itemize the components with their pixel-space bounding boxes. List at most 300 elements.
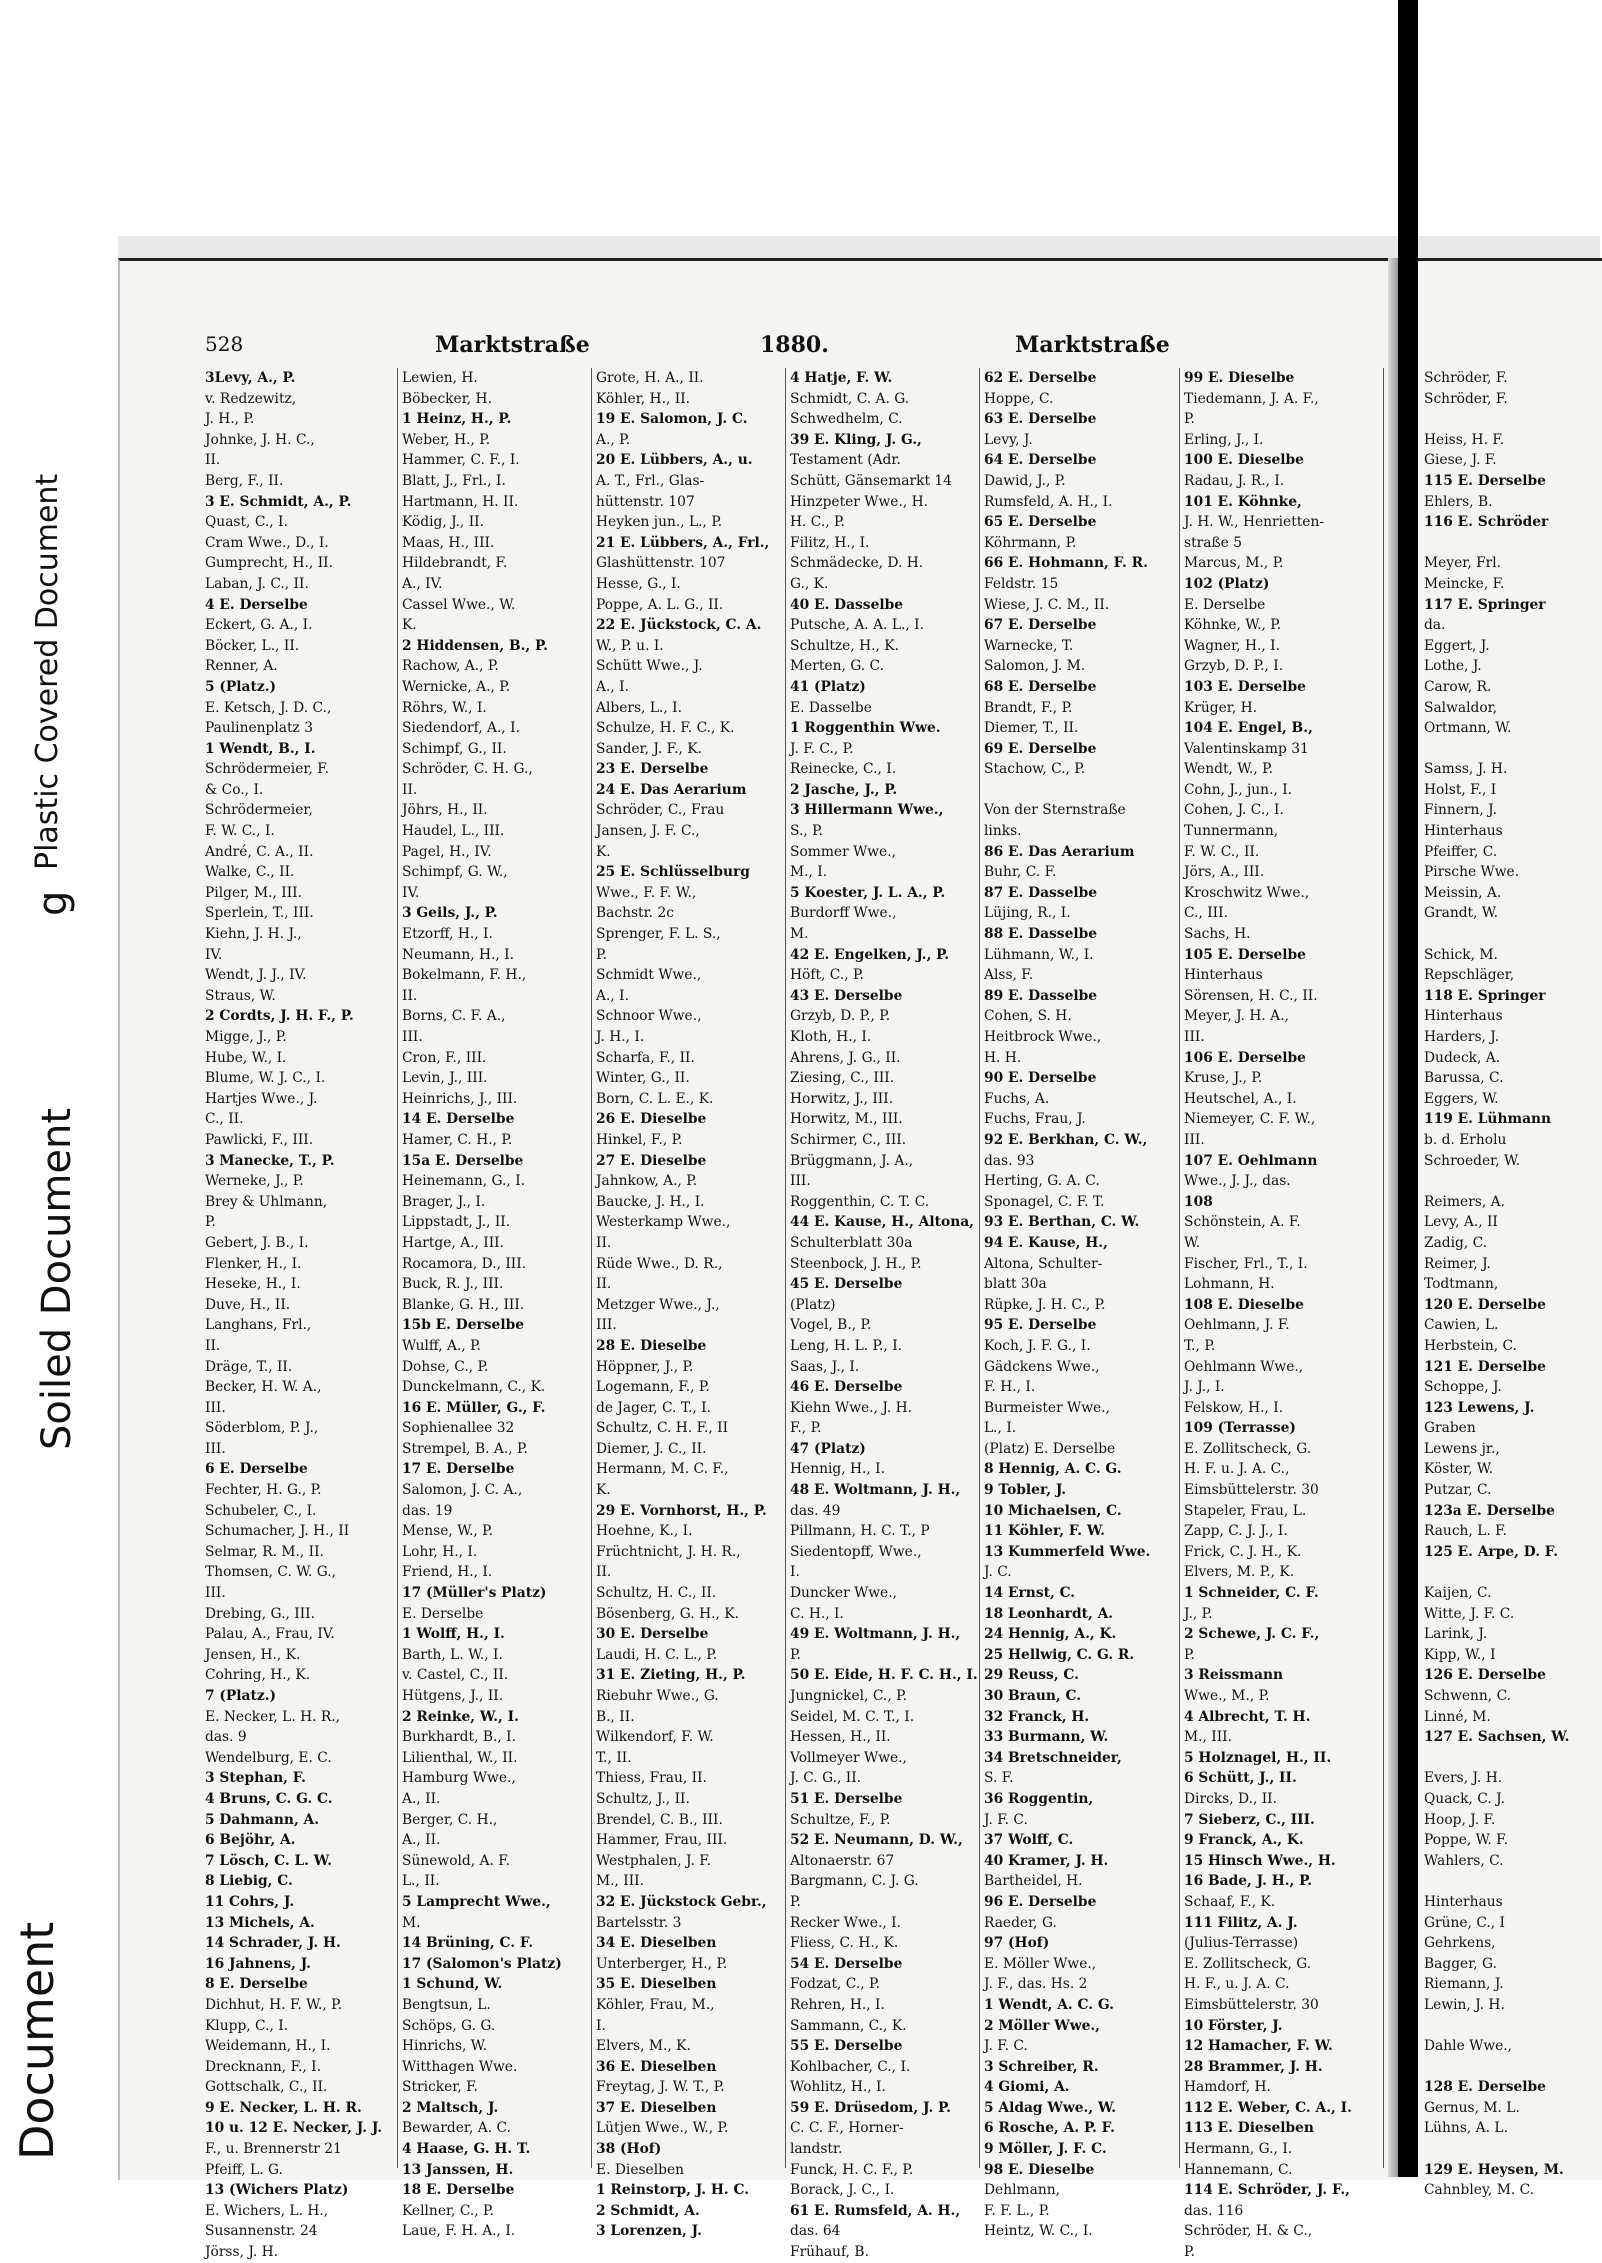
directory-entry: Mense, W., P. — [402, 1523, 493, 1540]
directory-entry: Bartelsstr. 3 — [596, 1914, 682, 1931]
directory-entry: Ziesing, C., III. — [790, 1070, 895, 1087]
directory-entry: Hammer, C. F., I. — [402, 452, 520, 469]
directory-entry: Kroschwitz Wwe., — [1184, 884, 1310, 901]
directory-entry: L., II. — [402, 1873, 440, 1890]
directory-entry: Roggenthin, C. T. C. — [790, 1193, 930, 1210]
directory-entry: Brey & Uhlmann, — [205, 1193, 328, 1210]
directory-entry: das. 49 — [790, 1502, 841, 1519]
directory-entry: 88 E. Dasselbe — [984, 926, 1098, 943]
directory-entry: Siedendorf, A., I. — [402, 720, 520, 737]
directory-entry: Cohen, S. H. — [984, 1008, 1072, 1025]
directory-entry: Schröder, F. — [1424, 390, 1508, 407]
directory-entry: 37 Wolff, C. — [984, 1832, 1074, 1849]
directory-entry: Grote, H. A., II. — [596, 370, 704, 386]
directory-entry: Grzyb, D. P., I. — [1184, 658, 1284, 675]
directory-entry: H. F. u. J. A. C., — [1184, 1461, 1290, 1478]
directory-entry: IV. — [402, 884, 420, 901]
directory-entry: E. Zollitscheck, G. — [1184, 1440, 1312, 1457]
directory-entry: Laban, J. C., II. — [205, 575, 309, 592]
directory-entry: 6 Bejöhr, A. — [205, 1832, 296, 1849]
directory-entry: III. — [205, 1399, 226, 1416]
directory-entry: Jahnkow, A., P. — [596, 1173, 698, 1190]
directory-entry: E. Ketsch, J. D. C., — [205, 699, 332, 716]
directory-entry: Oehlmann, J. F. — [1184, 1317, 1290, 1334]
directory-entry: 11 Cohrs, J. — [205, 1893, 295, 1910]
directory-entry: 114 E. Schröder, J. F., — [1184, 2182, 1350, 2199]
directory-entry: Kohlbacher, C., I. — [790, 2058, 911, 2075]
directory-entry: 32 Franck, H. — [984, 1708, 1090, 1725]
directory-entry: B., II. — [596, 1708, 635, 1725]
directory-entry: André, C. A., II. — [205, 843, 314, 860]
directory-entry: Zadig, C. — [1424, 1234, 1488, 1251]
directory-entry: 23 E. Derselbe — [596, 761, 709, 778]
directory-entry: Jörs, A., III. — [1184, 864, 1265, 881]
directory-entry: II. — [402, 987, 418, 1004]
directory-entry — [1424, 2016, 1600, 2037]
directory-entry: Samss, J. H. — [1424, 761, 1508, 778]
directory-entry — [1424, 1748, 1600, 1769]
directory-entry: Rauch, L. F. — [1424, 1523, 1507, 1540]
directory-entry: II. — [402, 781, 418, 798]
directory-entry: Warnecke, T. — [984, 637, 1074, 654]
directory-entry: 104 E. Engel, B., — [1184, 720, 1313, 737]
directory-entry: Straus, W. — [205, 987, 276, 1004]
directory-entry: Levy, J. — [984, 431, 1033, 448]
directory-entry: Hessen, H., II. — [790, 1729, 891, 1746]
directory-entry: Bewarder, A. C. — [402, 2120, 511, 2137]
directory-entry: Fechter, H. G., P. — [205, 1482, 322, 1499]
directory-entry: 105 E. Derselbe — [1184, 946, 1306, 963]
directory-entry: Schwedhelm, C. — [790, 411, 903, 428]
directory-entry: Pfeiffer, C. — [1424, 843, 1498, 860]
directory-entry: Larink, J. — [1424, 1626, 1488, 1643]
directory-entry: 14 E. Derselbe — [402, 1111, 515, 1128]
directory-entry: 102 (Platz) — [1184, 575, 1270, 592]
directory-entry: Levin, J., III. — [402, 1070, 488, 1087]
directory-entry: Elvers, M. P., K. — [1184, 1564, 1295, 1581]
directory-entry: 50 E. Eide, H. F. C. H., I. — [790, 1667, 978, 1684]
directory-entry: Bachstr. 2c — [596, 905, 674, 922]
directory-entry: 22 E. Jückstock, C. A. — [596, 617, 762, 634]
directory-entry: 47 (Platz) — [790, 1440, 866, 1457]
directory-entry: 45 E. Derselbe — [790, 1276, 903, 1293]
directory-entry: 113 E. Dieselben — [1184, 2120, 1314, 2137]
directory-entry: 61 E. Rumsfeld, A. H., — [790, 2202, 961, 2219]
directory-entry: Steenbock, J. H., P. — [790, 1255, 922, 1272]
directory-entry: Wagner, H., I. — [1184, 637, 1280, 654]
directory-entry: 5 (Platz.) — [205, 678, 277, 695]
directory-entry: Witte, J. F. C. — [1424, 1605, 1515, 1622]
directory-entry: Felskow, H., I. — [1184, 1399, 1284, 1416]
directory-entry: Altona, Schulter- — [984, 1255, 1103, 1272]
directory-entry: Blatt, J., Frl., I. — [402, 472, 506, 489]
directory-entry: Wwe., F. F. W., — [596, 884, 697, 901]
directory-entry: Wilkendorf, F. W. — [596, 1729, 714, 1746]
directory-entry: Merten, G. C. — [790, 658, 885, 675]
side-label-soiled — [0, 940, 100, 1460]
directory-entry: 5 Dahmann, A. — [205, 1811, 320, 1828]
directory-entry: Linné, M. — [1424, 1708, 1491, 1725]
directory-entry: 34 E. Dieselben — [596, 1935, 717, 1952]
directory-entry: J. C. G., II. — [790, 1770, 862, 1787]
directory-entry: Reinecke, C., I. — [790, 761, 897, 778]
directory-entry — [984, 780, 1180, 801]
directory-entry: Lewin, J. H. — [1424, 1996, 1505, 2013]
directory-entry: Putsche, A. A. L., I. — [790, 617, 924, 634]
directory-entry: W., P. u. I. — [596, 637, 664, 654]
running-title-left: Marktstraße — [435, 332, 590, 358]
directory-entry: Grüne, C., I — [1424, 1914, 1505, 1931]
directory-entry: Erling, J., I. — [1184, 431, 1264, 448]
directory-entry: Gumprecht, H., II. — [205, 555, 333, 572]
directory-entry: Hildebrandt, F. — [402, 555, 508, 572]
directory-entry: 2 Schewe, J. C. F., — [1184, 1626, 1320, 1643]
directory-entry: das. 116 — [1184, 2202, 1244, 2219]
directory-entry: IV. — [205, 946, 223, 963]
directory-entry: 66 E. Hohmann, F. R. — [984, 555, 1148, 572]
directory-entry: 6 Schütt, J., II. — [1184, 1770, 1297, 1787]
directory-entry: Pagel, H., IV. — [402, 843, 492, 860]
directory-entry: 11 Köhler, F. W. — [984, 1523, 1105, 1540]
directory-entry: 30 E. Derselbe — [596, 1626, 709, 1643]
directory-entry: Jungnickel, C., P. — [790, 1688, 907, 1704]
directory-entry: S., P. — [790, 823, 823, 840]
directory-entry: 2 Jasche, J., P. — [790, 781, 898, 798]
directory-entry: III. — [596, 1317, 617, 1334]
directory-entry: 8 E. Derselbe — [205, 1976, 308, 1993]
directory-entry: Barussa, C. — [1424, 1070, 1504, 1087]
directory-entry: 3 E. Schmidt, A., P. — [205, 493, 352, 510]
directory-entry: 13 Janssen, H. — [402, 2161, 514, 2178]
directory-entry: & Co., I. — [205, 781, 264, 798]
directory-entry: Schultz, H. C., II. — [596, 1585, 717, 1602]
directory-entry: Maas, H., III. — [402, 534, 495, 551]
directory-entry: das. 93 — [984, 1152, 1035, 1169]
directory-entry — [1424, 533, 1600, 554]
directory-entry: Wendelburg, E. C. — [205, 1749, 332, 1766]
directory-entry: Reimers, A. — [1424, 1193, 1506, 1210]
directory-entry — [1424, 1871, 1600, 1892]
directory-entry: Schultz, J., II. — [596, 1790, 690, 1807]
directory-entry: P. — [1184, 1646, 1195, 1663]
directory-entry: Schimpf, G. W., — [402, 864, 508, 881]
side-label-cut — [0, 890, 100, 936]
directory-entry: 1 Wendt, B., I. — [205, 740, 316, 757]
directory-entry: Meissin, A. — [1424, 884, 1502, 901]
directory-entry: Heutschel, A., I. — [1184, 1090, 1297, 1107]
directory-entry: Köhler, Frau, M., — [596, 1996, 715, 2013]
directory-entry: Giese, J. F. — [1424, 452, 1497, 469]
directory-entry: Böcker, L., II. — [205, 637, 300, 654]
directory-entry: Heseke, H., I. — [205, 1276, 301, 1293]
directory-entry: E. Zollitscheck, G. — [1184, 1955, 1312, 1972]
directory-entry: C. C. F., Horner- — [790, 2120, 904, 2137]
directory-entry: 116 E. Schröder — [1424, 514, 1549, 531]
directory-entry: Schmädecke, D. H. — [790, 555, 924, 572]
directory-entry: 37 E. Dieselben — [596, 2099, 717, 2116]
directory-entry: 99 E. Dieselbe — [1184, 370, 1295, 386]
directory-entry: E. Derselbe — [402, 1605, 484, 1622]
directory-entry: Schnoor Wwe., — [596, 1008, 702, 1025]
directory-column-1 — [205, 368, 398, 2261]
directory-entry: Hinterhaus — [1424, 1008, 1503, 1025]
directory-entry: 120 E. Derselbe — [1424, 1296, 1546, 1313]
directory-entry: Von der Sternstraße — [984, 802, 1126, 819]
directory-entry: 3 Reissmann — [1184, 1667, 1284, 1684]
directory-entry: 10 Michaelsen, C. — [984, 1502, 1122, 1519]
directory-entry: 2 Maltsch, J. — [402, 2099, 499, 2116]
directory-entry: Dunckelmann, C., K. — [402, 1379, 546, 1396]
directory-entry: Pirsche Wwe. — [1424, 864, 1520, 881]
directory-entry: 118 E. Springer — [1424, 987, 1546, 1004]
directory-entry: Strempel, B. A., P. — [402, 1440, 528, 1457]
directory-entry: 21 E. Lübbers, A., Frl., — [596, 534, 770, 551]
directory-entry: Meyer, Frl. — [1424, 555, 1502, 572]
directory-entry: Wohlitz, H., I. — [790, 2079, 886, 2096]
directory-entry: Cron, F., III. — [402, 1049, 487, 1066]
directory-entry: Borns, C. F. A., — [402, 1008, 506, 1025]
directory-entry: Duve, H., II. — [205, 1296, 291, 1313]
directory-entry: Rüpke, J. H. C., P. — [984, 1296, 1106, 1313]
directory-entry: Kloth, H., I. — [790, 1029, 872, 1045]
directory-entry: Todtmann, — [1424, 1276, 1499, 1293]
directory-entry: Lippstadt, J., II. — [402, 1214, 511, 1231]
directory-entry: 103 E. Derselbe — [1184, 678, 1306, 695]
directory-entry: 8 Hennig, A. C. G. — [984, 1461, 1122, 1478]
directory-entry: Burdorff Wwe., — [790, 905, 897, 922]
directory-entry: Witthagen Wwe. — [402, 2058, 518, 2075]
directory-entry: Stapeler, Frau, L. — [1184, 1502, 1307, 1519]
directory-entry: 69 E. Derselbe — [984, 740, 1097, 757]
directory-entry: Pfeiff, L. G. — [205, 2161, 283, 2178]
directory-entry: 64 E. Derselbe — [984, 452, 1097, 469]
directory-entry: Wiese, J. C. M., II. — [984, 596, 1110, 613]
directory-entry: Meyer, J. H. A., — [1184, 1008, 1289, 1025]
running-title-right: Marktstraße — [1015, 332, 1170, 358]
directory-entry: Wulff, A., P. — [402, 1337, 481, 1354]
directory-entry: 6 E. Derselbe — [205, 1461, 308, 1478]
directory-entry: 43 E. Derselbe — [790, 987, 903, 1004]
directory-entry: Böbecker, H. — [402, 390, 492, 407]
directory-entry: 95 E. Derselbe — [984, 1317, 1097, 1334]
directory-entry: Reimer, J. — [1424, 1255, 1491, 1272]
directory-entry — [1424, 739, 1600, 760]
directory-entry: Blanke, G. H., III. — [402, 1296, 525, 1313]
directory-entry: 16 E. Müller, G., F. — [402, 1399, 546, 1416]
directory-entry: Köster, W. — [1424, 1461, 1494, 1478]
directory-entry: Hartjes Wwe., J. — [205, 1090, 318, 1107]
directory-entry: J., P. — [1184, 1605, 1213, 1622]
directory-entry: 2 Cordts, J. H. F., P. — [205, 1008, 354, 1025]
directory-entry: Lewens jr., — [1424, 1440, 1500, 1457]
directory-entry: 119 E. Lühmann — [1424, 1111, 1552, 1128]
directory-entry: Stachow, C., P. — [984, 761, 1086, 778]
directory-entry: Cahnbley, M. C. — [1424, 2182, 1535, 2199]
directory-entry: 20 E. Lübbers, A., u. — [596, 452, 753, 469]
directory-entry: Cawien, L. — [1424, 1317, 1499, 1334]
page-header — [205, 332, 1385, 372]
directory-entry: Feldstr. 15 — [984, 575, 1059, 592]
directory-entry: Schröder, F. — [1424, 370, 1508, 386]
directory-entry: Ortmann, W. — [1424, 720, 1512, 737]
directory-entry: 40 Kramer, J. H. — [984, 1852, 1109, 1869]
directory-entry: Heintz, W. C., I. — [984, 2223, 1093, 2240]
directory-entry: straße 5 — [1184, 534, 1242, 551]
directory-entry: 17 (Müller's Platz) — [402, 1585, 547, 1602]
directory-entry: S. F. — [984, 1770, 1014, 1787]
directory-entry: Rehren, H., I. — [790, 1996, 885, 2013]
directory-entry: Dircks, D., II. — [1184, 1790, 1278, 1807]
directory-entry: Quack, C. J. — [1424, 1790, 1505, 1807]
directory-entry: Blume, W. J. C., I. — [205, 1070, 326, 1087]
directory-entry: Gottschalk, C., II. — [205, 2079, 328, 2096]
directory-entry: H. F., u. J. A. C. — [1184, 1976, 1290, 1993]
directory-entry: Diemer, J. C., II. — [596, 1440, 707, 1457]
directory-entry: M., I. — [790, 864, 828, 881]
directory-entry: Heinemann, G., I. — [402, 1173, 526, 1190]
directory-entry: Alss, F. — [984, 967, 1034, 984]
directory-entry: 5 Lamprecht Wwe., — [402, 1893, 551, 1910]
directory-entry: Schöps, G. G. — [402, 2017, 496, 2034]
directory-column-5 — [984, 368, 1180, 2240]
directory-entry: 127 E. Sachsen, W. — [1424, 1729, 1570, 1746]
directory-entry: Harders, J. — [1424, 1029, 1500, 1045]
directory-entry: 125 E. Arpe, D. F. — [1424, 1543, 1559, 1560]
directory-entry: 18 E. Derselbe — [402, 2182, 515, 2199]
directory-entry: 49 E. Woltmann, J. H., — [790, 1626, 961, 1643]
directory-entry: Schultz, C. H. F., II — [596, 1420, 729, 1437]
directory-entry: III. — [790, 1173, 811, 1190]
directory-entry: H. H. — [984, 1049, 1022, 1066]
directory-entry: 15a E. Derselbe — [402, 1152, 524, 1169]
directory-entry: 4 Hatje, F. W. — [790, 370, 893, 386]
directory-entry: J. F., das. Hs. 2 — [984, 1976, 1088, 1993]
directory-entry: Diemer, T., II. — [984, 720, 1079, 737]
directory-entry: Baucke, J. H., I. — [596, 1193, 705, 1210]
directory-entry: Schaaf, F., K. — [1184, 1893, 1276, 1910]
directory-entry: Röhrs, W., I. — [402, 699, 487, 716]
directory-entry: 3 Hillermann Wwe., — [790, 802, 944, 819]
directory-entry: A., IV. — [402, 575, 443, 592]
directory-entry: Lilienthal, W., II. — [402, 1749, 518, 1766]
directory-entry: Früchtnicht, J. H. R., — [596, 1543, 741, 1560]
directory-column-2 — [402, 368, 592, 2240]
directory-entry: Fodzat, C., P. — [790, 1976, 880, 1993]
directory-entry: 38 (Hof) — [596, 2141, 662, 2158]
directory-entry: 98 E. Dieselbe — [984, 2161, 1095, 2178]
directory-entry: Werneke, J., P. — [205, 1173, 304, 1190]
directory-entry: J. H. W., Henrietten- — [1184, 514, 1325, 531]
directory-entry: da. — [1424, 617, 1446, 634]
directory-entry: Schönstein, A. F. — [1184, 1214, 1301, 1231]
directory-entry: 25 E. Schlüsselburg — [596, 864, 750, 881]
directory-entry: Rumsfeld, A. H., I. — [984, 493, 1113, 510]
directory-entry: Hartmann, H. II. — [402, 493, 519, 510]
directory-entry: Born, C. L. E., K. — [596, 1090, 714, 1107]
directory-entry: Paulinenplatz 3 — [205, 720, 313, 737]
directory-entry: Brandt, F., P. — [984, 699, 1073, 716]
directory-entry: Fuchs, Frau, J. — [984, 1111, 1086, 1128]
directory-entry: I. — [790, 1564, 800, 1581]
directory-entry: 19 E. Salomon, J. C. — [596, 411, 748, 428]
directory-entry: Tunnermann, — [1184, 823, 1279, 840]
directory-entry: Testament (Adr. — [790, 452, 901, 469]
directory-entry: 40 E. Dasselbe — [790, 596, 904, 613]
directory-entry: Jansen, J. F. C., — [596, 823, 700, 840]
directory-entry: Köhnke, W., P. — [1184, 617, 1282, 634]
directory-entry: das. 64 — [790, 2223, 841, 2240]
directory-entry: Dräge, T., II. — [205, 1358, 293, 1375]
running-year: 1880. — [760, 332, 829, 358]
directory-entry: K. — [596, 843, 611, 860]
directory-entry: Cohen, J. C., I. — [1184, 802, 1284, 819]
directory-entry: Raeder, G. — [984, 1914, 1057, 1931]
page-gutter — [1388, 258, 1398, 2177]
directory-entry: 13 Kummerfeld Wwe. — [984, 1543, 1151, 1560]
directory-entry: Krüger, H. — [1184, 699, 1258, 716]
directory-entry: 115 E. Derselbe — [1424, 472, 1546, 489]
directory-entry: Jöhrs, H., II. — [402, 802, 488, 819]
directory-entry: 16 Jahnens, J. — [205, 1955, 311, 1972]
directory-entry: Logemann, F., P. — [596, 1379, 710, 1396]
directory-entry: 39 E. Kling, J. G., — [790, 431, 922, 448]
directory-entry: Lüjing, R., I. — [984, 905, 1071, 922]
directory-entry: 25 Hellwig, C. G. R. — [984, 1646, 1135, 1663]
directory-entry: C., II. — [205, 1111, 244, 1128]
scan-top-edge — [118, 236, 1600, 259]
directory-entry: 2 Reinke, W., I. — [402, 1708, 519, 1725]
directory-entry: Eckert, G. A., I. — [205, 617, 313, 634]
directory-entry: 24 Hennig, A., K. — [984, 1626, 1117, 1643]
directory-entry: F. W. C., I. — [205, 823, 275, 840]
directory-entry: Winter, G., II. — [596, 1070, 690, 1087]
directory-entry: Elvers, M., K. — [596, 2038, 691, 2055]
directory-entry: P. — [1184, 411, 1195, 428]
directory-entry: 4 Haase, G. H. T. — [402, 2141, 531, 2158]
directory-column-4 — [790, 368, 980, 2261]
directory-entry: 15 Hinsch Wwe., H. — [1184, 1852, 1336, 1869]
directory-entry: Borack, J. C., I. — [790, 2182, 895, 2199]
directory-entry: 16 Bade, J. H., P. — [1184, 1873, 1313, 1890]
directory-entry: Horwitz, J., III. — [790, 1090, 894, 1107]
directory-entry: E. Dasselbe — [790, 699, 872, 716]
directory-entry: 7 Lösch, C. L. W. — [205, 1852, 332, 1869]
directory-entry: Schütt, Gänsemarkt 14 — [790, 472, 952, 489]
directory-entry: F., P. — [790, 1420, 822, 1437]
directory-entry: 13 Michels, A. — [205, 1914, 315, 1931]
directory-entry: das. 9 — [205, 1729, 247, 1746]
directory-entry: Dehlmann, — [984, 2182, 1060, 2199]
directory-entry: 46 E. Derselbe — [790, 1379, 903, 1396]
directory-entry: 8 Liebig, C. — [205, 1873, 293, 1890]
directory-entry: 1 Heinz, H., P. — [402, 411, 512, 428]
directory-entry: Leng, H. L. P., I. — [790, 1337, 903, 1354]
directory-entry: 108 — [1184, 1193, 1213, 1210]
directory-entry: 65 E. Derselbe — [984, 514, 1097, 531]
directory-entry: Salomon, J. M. — [984, 658, 1086, 675]
directory-column-3 — [596, 368, 786, 2240]
directory-entry: III. — [205, 1585, 226, 1602]
directory-entry: Dudeck, A. — [1424, 1049, 1501, 1066]
directory-entry: 111 Filitz, A. J. — [1184, 1914, 1298, 1931]
directory-entry: M. — [790, 926, 809, 943]
directory-entry: Migge, J., P. — [205, 1029, 287, 1045]
directory-entry: 18 Leonhardt, A. — [984, 1605, 1114, 1622]
directory-entry: 9 E. Necker, L. H. R. — [205, 2099, 362, 2116]
directory-entry: (Platz) — [790, 1296, 836, 1313]
directory-entry: M., III. — [1184, 1729, 1233, 1746]
directory-entry: Kipp, W., I — [1424, 1646, 1496, 1663]
